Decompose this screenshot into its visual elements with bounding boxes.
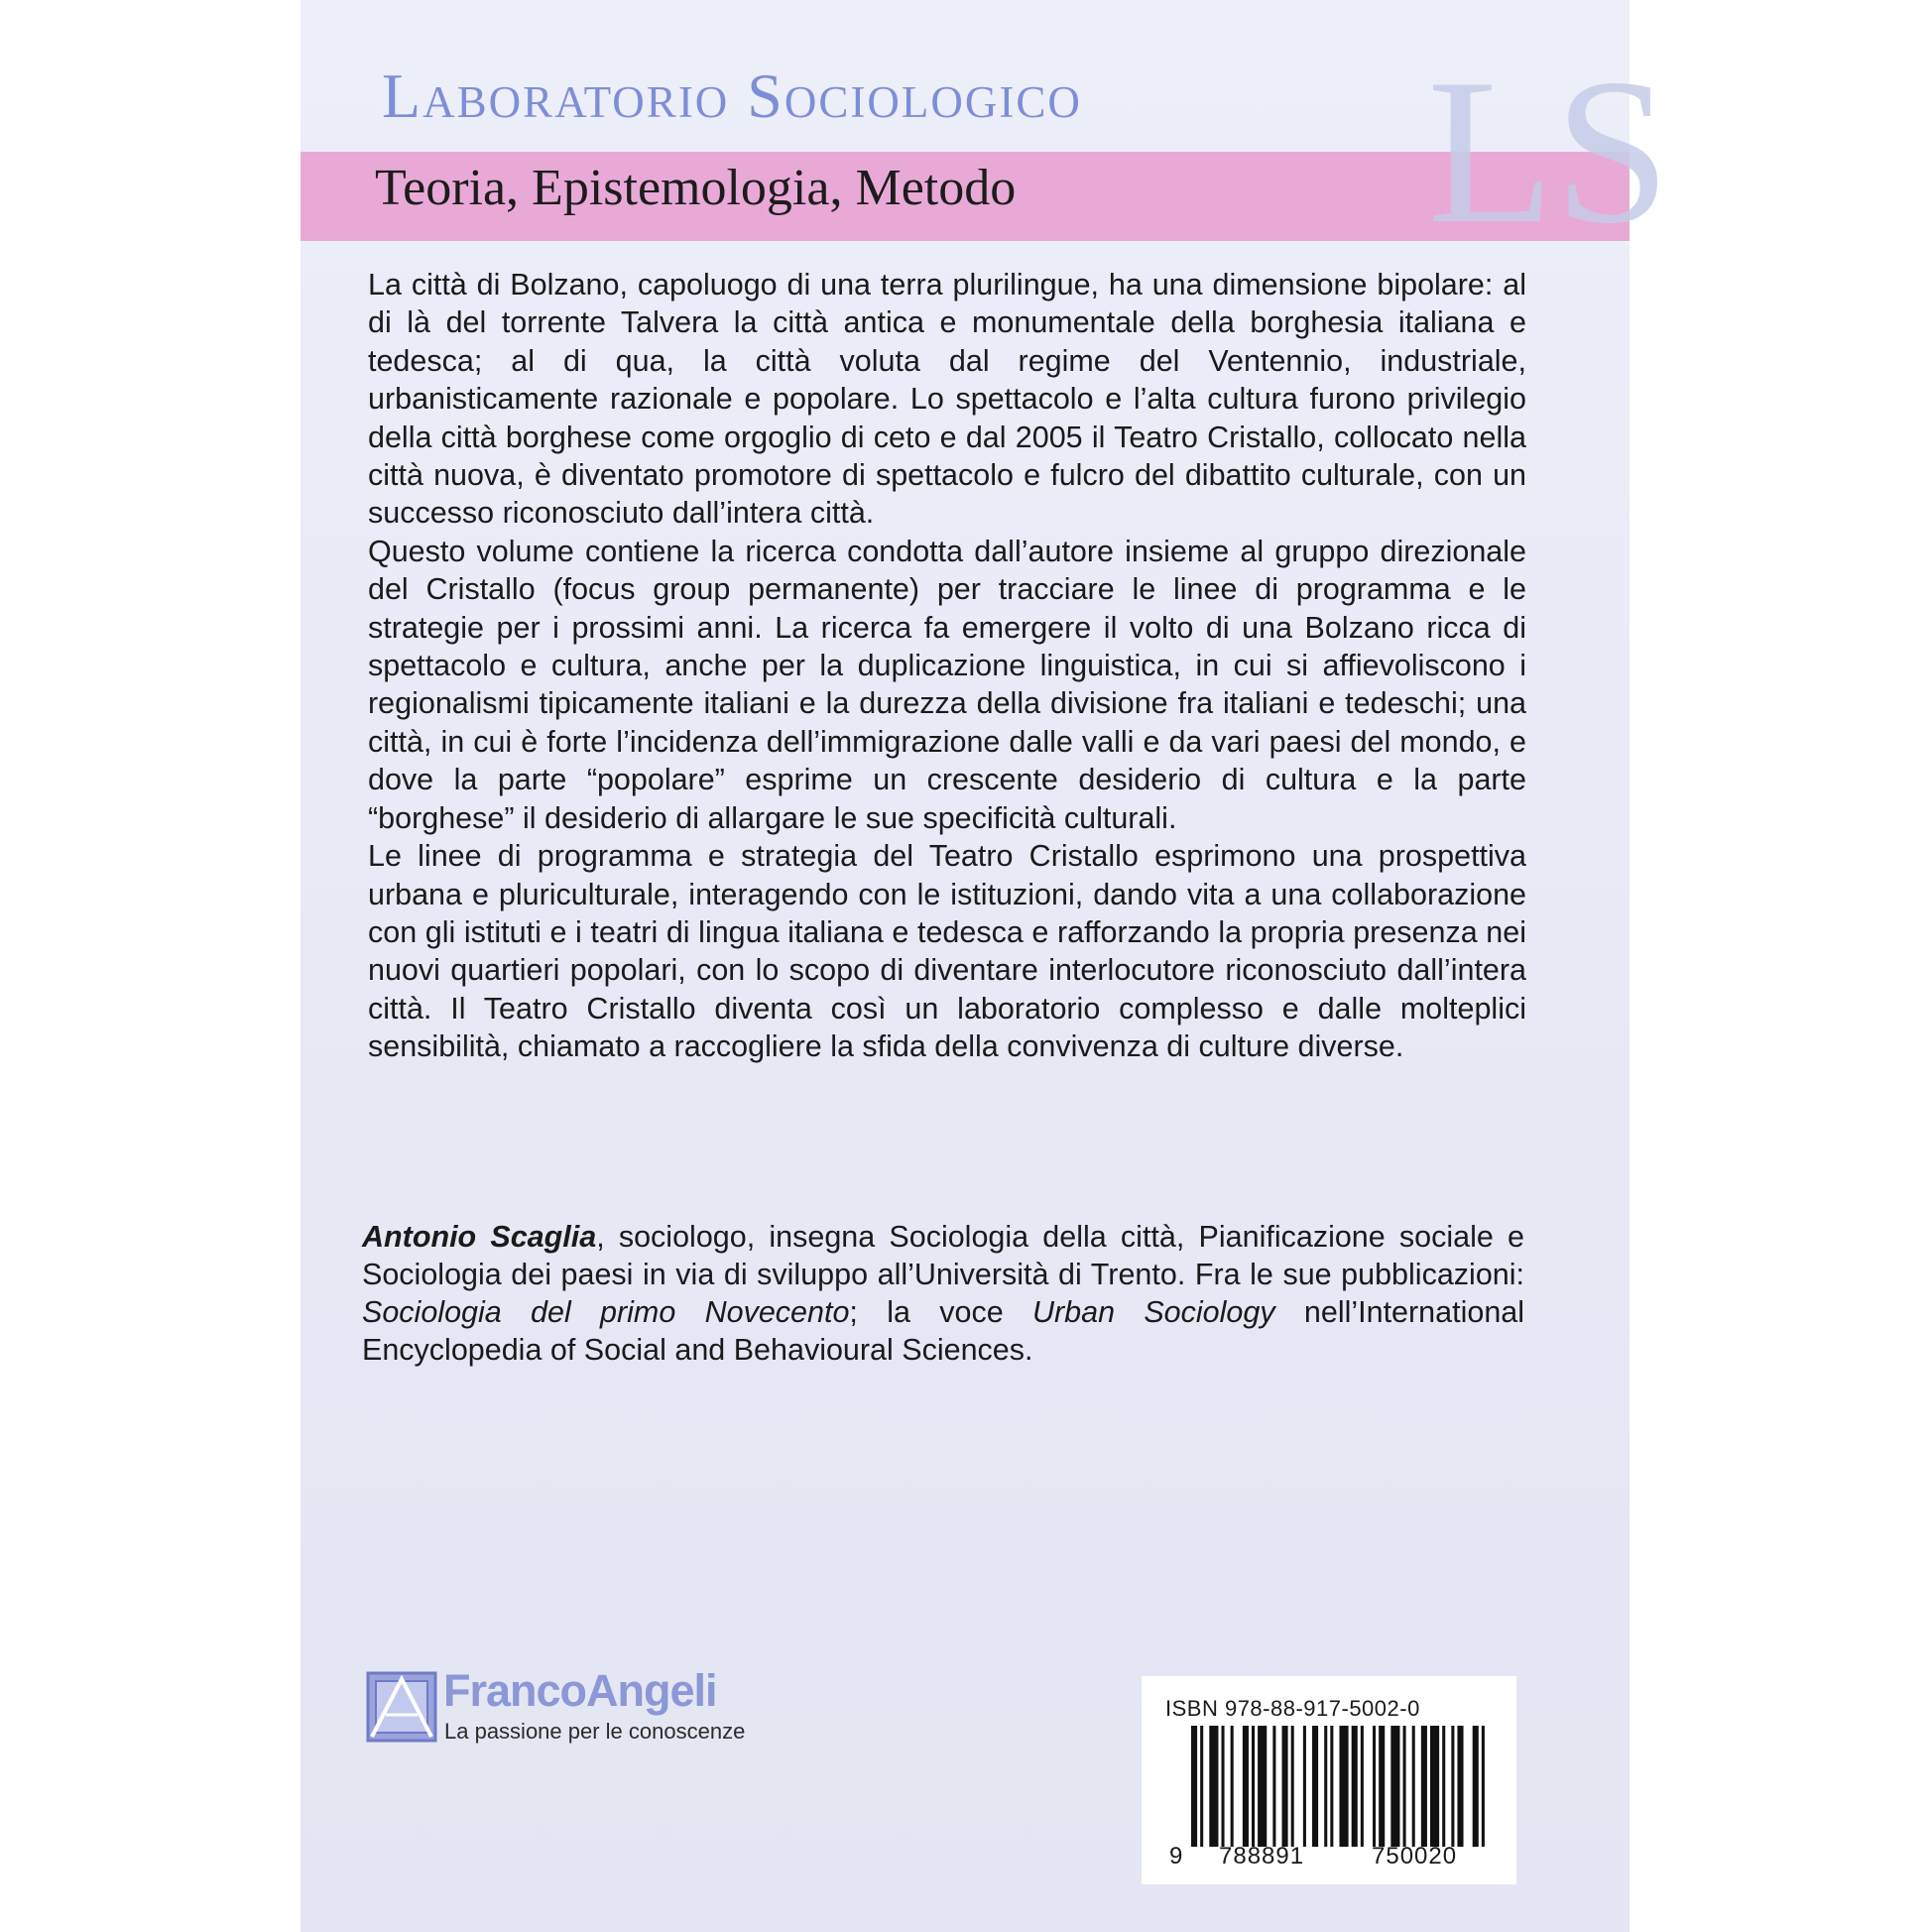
barcode-bar [1324, 1726, 1327, 1847]
book-back-cover [301, 0, 1671, 1932]
barcode-digits-left: 788891 [1219, 1843, 1305, 1870]
barcode-bar [1272, 1726, 1275, 1847]
author-bio-text-3: nell’International Encyclopedia of Social and Behavioural Sciences. [362, 1295, 1525, 1367]
barcode-bar [1442, 1726, 1445, 1847]
publisher-tagline: La passione per le conoscenze [444, 1719, 746, 1744]
barcode-bar [1282, 1726, 1288, 1847]
barcode-bar [1209, 1726, 1218, 1847]
barcode-bar [1421, 1726, 1427, 1847]
barcode-bar [1303, 1726, 1306, 1847]
series-title: Laboratorio Sociologico [382, 60, 1082, 131]
author-work-2: Urban Sociology [1031, 1295, 1275, 1329]
barcode-digit-first: 9 [1169, 1843, 1184, 1870]
author-bio-text-2: ; la voce [849, 1295, 1032, 1329]
publisher-logo [366, 1665, 783, 1751]
author-bio [362, 1218, 1524, 1369]
barcode-bar [1330, 1726, 1333, 1847]
barcode-bar [1352, 1726, 1358, 1847]
barcode-bar [1291, 1726, 1294, 1847]
barcode-bar [1379, 1726, 1385, 1847]
barcode-bar [1390, 1726, 1399, 1847]
barcode-bar [1473, 1726, 1479, 1847]
series-monogram-logo [1419, 18, 1671, 267]
barcode-bar [1258, 1726, 1267, 1847]
barcode-bar [1231, 1726, 1234, 1847]
barcode-bar [1361, 1726, 1364, 1847]
barcode-bar [1222, 1726, 1225, 1847]
author-name: Antonio Scaglia [362, 1220, 597, 1254]
publisher-mark-icon [366, 1671, 437, 1743]
description-paragraph-1: La città di Bolzano, capoluogo di una terra plurilingue, ha una dimensione bipolare: al di là del torrente Talvera la città antica e monumentale della borghesia italiana e tedesca; al di qua, la città voluta dal regime del Ventennio, industriale, urbanisticamente razionale e popolare. Lo spettacolo e l’alta cultura furono privilegio della città borghese come orgoglio di ceto e dal 2005 il Teatro Cristallo, collocato nella città nuova, è diventato promotore di spettacolo e fulcro del dibattito culturale, con un successo riconosciuto dall’intera città. [368, 268, 1526, 531]
series-subtitle: Teoria, Epistemologia, Metodo [375, 160, 1017, 216]
barcode-bar [1430, 1726, 1439, 1847]
barcode-bar [1451, 1726, 1454, 1847]
barcode-bar [1200, 1726, 1203, 1847]
barcode-bar [1312, 1726, 1318, 1847]
barcode-bar [1403, 1726, 1406, 1847]
barcode-bar [1252, 1726, 1255, 1847]
barcode-icon [1191, 1726, 1491, 1847]
barcode-bar [1373, 1726, 1376, 1847]
barcode-bar [1339, 1726, 1348, 1847]
barcode-bar [1457, 1726, 1463, 1847]
isbn-number: ISBN 978-88-917-5002-0 [1165, 1696, 1420, 1721]
barcode-bar [1191, 1726, 1197, 1847]
barcode-label [1142, 1676, 1516, 1884]
author-work-1: Sociologia del primo Novecento [362, 1295, 850, 1329]
author-bio-text-1: , sociologo, insegna Sociologia della città, Pianificazione sociale e Sociologia dei paesi in via di sviluppo all’Università di Trento. Fra le sue pubblicazioni: [362, 1220, 1524, 1291]
barcode-bar [1412, 1726, 1415, 1847]
barcode-bar [1482, 1726, 1485, 1847]
description-text [368, 266, 1526, 1066]
barcode-bar [1243, 1726, 1249, 1847]
description-paragraph-2: Questo volume contiene la ricerca condotta dall’autore insieme al gruppo direzionale del Cristallo (focus group permanente) per tracciare le linee di programma e le strategie per i prossimi anni. La ricerca fa emergere il volto di una Bolzano ricca di spettacolo e cultura, anche per la duplicazione linguistica, in cui si affievoliscono i regionalismi tipicamente italiani e la durezza della divisione fra italiani e tedeschi; una città, in cui è forte l’incidenza dell’immigrazione dalle valli e da vari paesi del mondo, e dove la parte “popolare” esprime un crescente desiderio di cultura e la parte “borghese” il desiderio di allargare le sue specificità culturali. [368, 534, 1526, 835]
series-monogram-letters: LS [1427, 37, 1671, 267]
barcode-digits-right: 750020 [1372, 1843, 1458, 1870]
description-paragraph-3: Le linee di programma e strategia del Teatro Cristallo esprimono una prospettiva urbana e pluriculturale, interagendo con le istituzioni, dando vita a una collaborazione con gli istituti e i teatri di lingua italiana e tedesca e rafforzando la propria presenza nei nuovi quartieri popolari, con lo scopo di diventare interlocutore riconosciuto dall’intera città. Il Teatro Cristallo diventa così un laboratorio complesso e dalle molteplici sensibilità, chiamato a raccogliere la sfida della convivenza di culture diverse. [368, 839, 1526, 1064]
publisher-name: FrancoAngeli [443, 1665, 717, 1716]
